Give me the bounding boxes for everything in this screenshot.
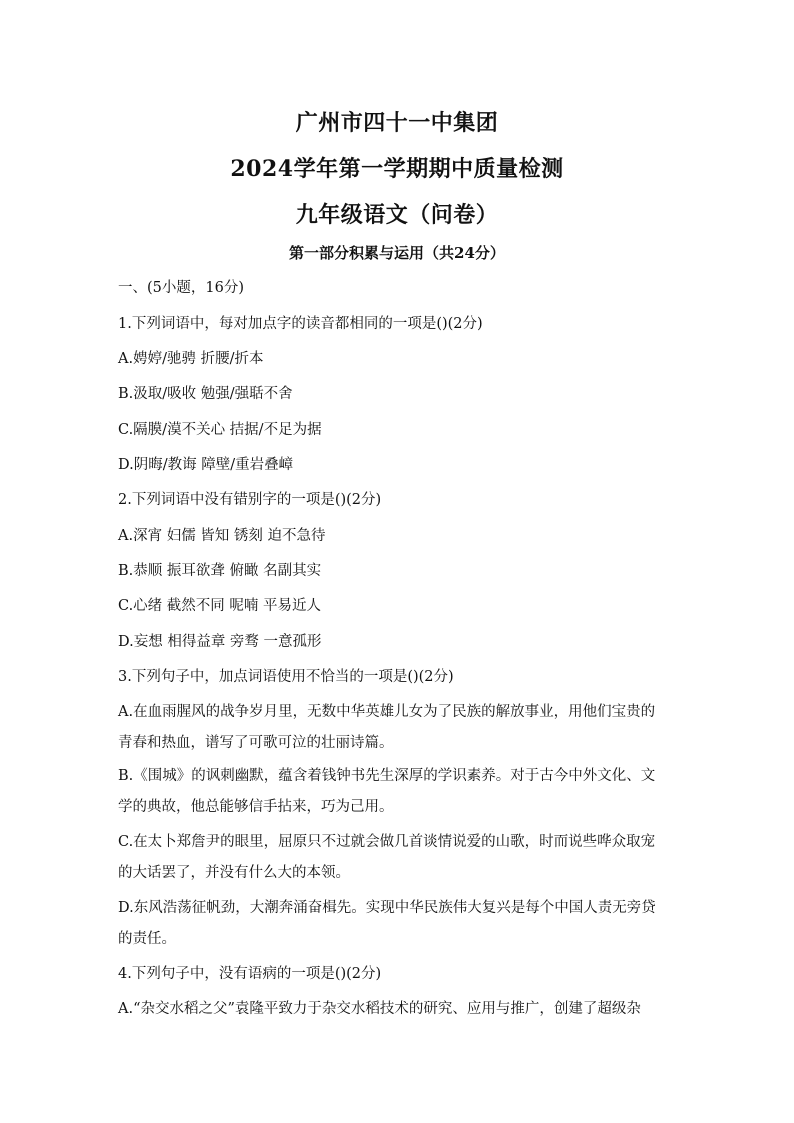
q1-option-b: B.汲取/吸收 勉强/强聒不舍 (118, 386, 293, 402)
q3-option-a-line1: A.在血雨腥风的战争岁月里，无数中华英雄儿女为了民族的解放事业，用他们宝贵的 (118, 704, 656, 720)
q1-option-a: A.娉婷/驰骋 折腰/折本 (118, 351, 264, 367)
q1-option-c: C.隔膜/漠不关心 拮据/不足为据 (118, 422, 322, 438)
exam-title: 2024学年第一学期期中质量检测 (230, 156, 564, 182)
q3-option-b-line1: B.《围城》的讽刺幽默，蕴含着钱钟书先生深厚的学识素养。对于古今中外文化、文 (118, 768, 656, 784)
q3-option-d-line1: D.东风浩荡征帆劲，大潮奔涌奋楫先。实现中华民族伟大复兴是每个中国人责无旁贷 (118, 900, 656, 916)
q4-stem: 4.下列句子中，没有语病的一项是()(2分) (118, 966, 382, 982)
section-heading: 一、(5小题，16分) (118, 280, 244, 296)
q2-option-c: C.心绪 截然不同 呢喃 平易近人 (118, 598, 322, 614)
q3-option-b-line2: 学的典故，他总能够信手拈来，巧为己用。 (118, 799, 394, 815)
school-title: 广州市四十一中集团 (295, 110, 499, 136)
q3-option-d-line2: 的责任。 (118, 931, 176, 947)
subject-title: 九年级语文（问卷） (295, 202, 499, 228)
q3-option-c-line1: C.在太卜郑詹尹的眼里，屈原只不过就会做几首谈情说爱的山歌，时而说些哗众取宠 (118, 834, 656, 850)
q2-stem: 2.下列词语中没有错别字的一项是()(2分) (118, 492, 382, 508)
q1-option-d: D.阴晦/教诲 障壁/重岩叠嶂 (118, 457, 294, 473)
q3-stem: 3.下列句子中，加点词语使用不恰当的一项是()(2分) (118, 669, 454, 685)
q4-option-a-line1: A.“杂交水稻之父”袁隆平致力于杂交水稻技术的研究、应用与推广，创建了超级杂 (118, 1001, 641, 1017)
q2-option-b: B.恭顺 振耳欲聋 俯瞰 名副其实 (118, 563, 322, 579)
part-heading: 第一部分积累与运用（共24分） (289, 244, 505, 262)
q2-option-a: A.深宵 妇儒 皆知 锈刻 迫不急待 (118, 528, 326, 544)
q1-stem: 1.下列词语中，每对加点字的读音都相同的一项是()(2分) (118, 316, 483, 332)
q3-option-a-line2: 青春和热血，谱写了可歌可泣的壮丽诗篇。 (118, 735, 394, 751)
q2-option-d: D.妄想 相得益章 旁骛 一意孤形 (118, 634, 322, 650)
q3-option-c-line2: 的大话罢了，并没有什么大的本领。 (118, 865, 350, 881)
